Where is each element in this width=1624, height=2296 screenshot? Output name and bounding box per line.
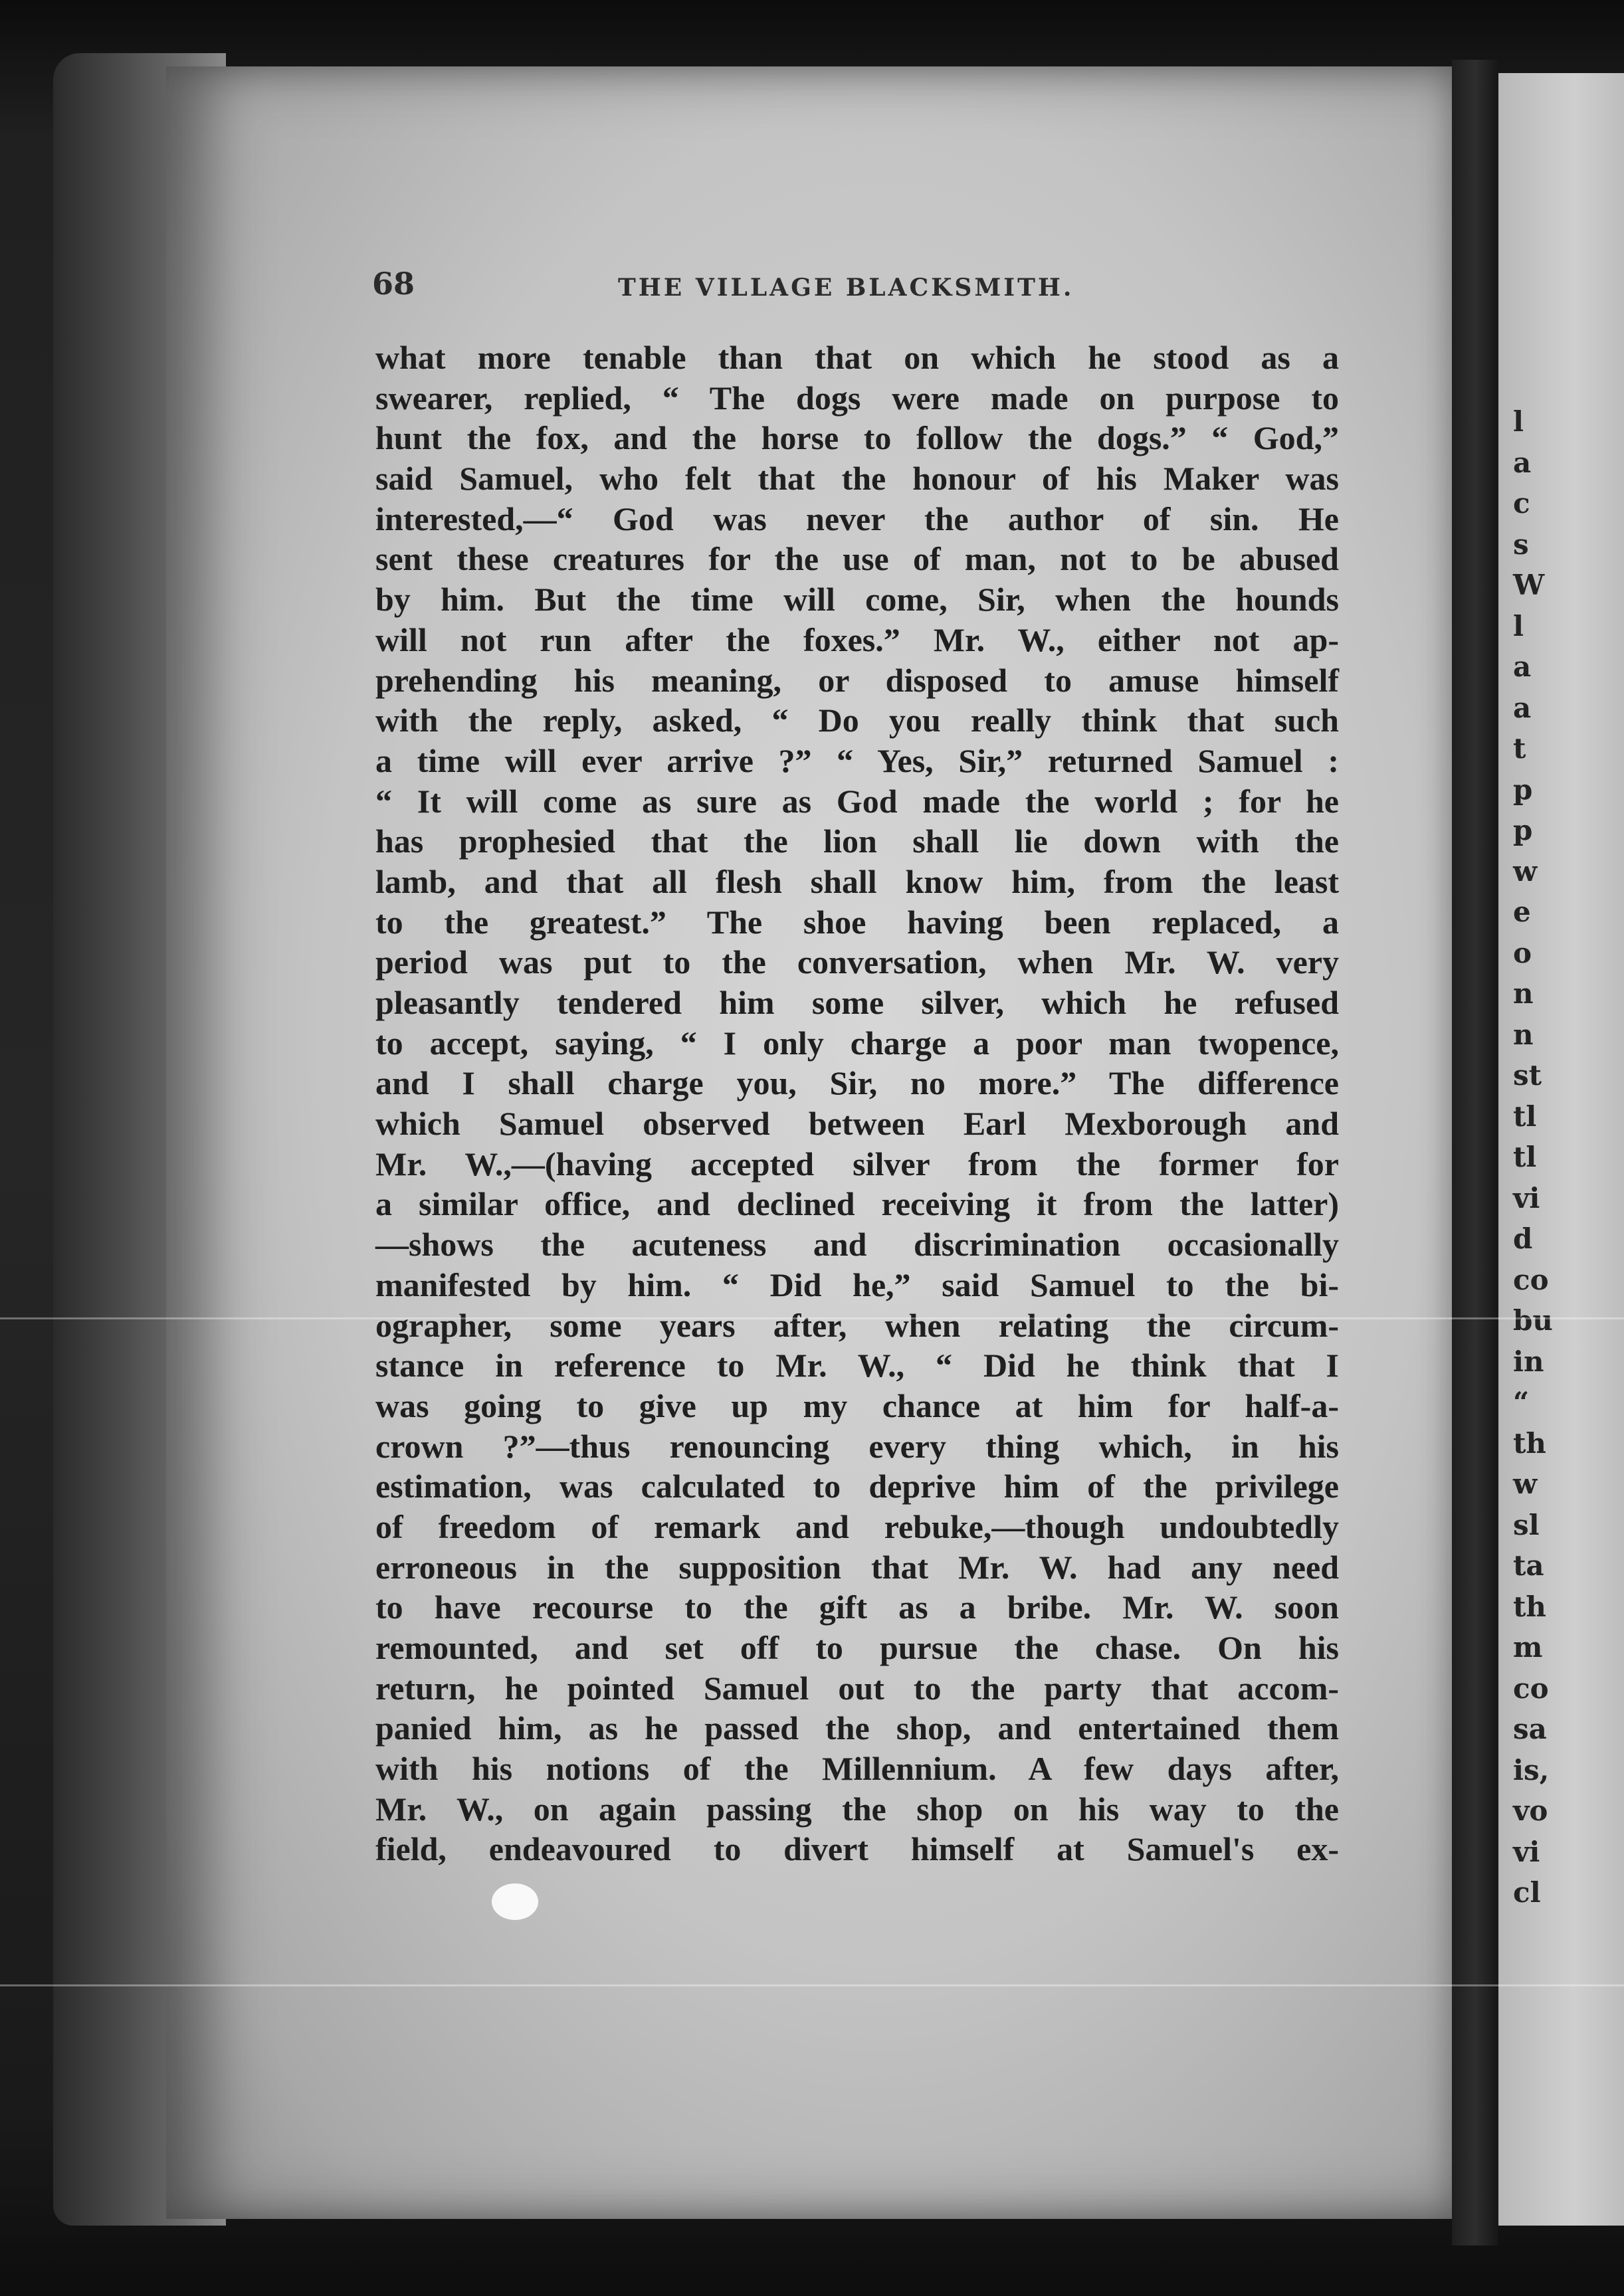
next-page-fragment: t [1513, 732, 1526, 765]
text-line: what more tenable than that on which he stood as a [375, 339, 1339, 376]
next-page-fragment: th [1513, 1426, 1546, 1460]
text-line: hunt the fox, and the horse to follow the dogs.” “ God,” [375, 419, 1339, 457]
text-line: return, he pointed Samuel out to the party that accom- [375, 1669, 1339, 1707]
next-page-fragment: w [1513, 1468, 1538, 1500]
next-page-fragment: cl [1513, 1876, 1541, 1909]
next-page-fragment: a [1513, 650, 1532, 683]
next-page-fragment: tl [1513, 1100, 1537, 1133]
text-line: was going to give up my chance at him for half-a- [375, 1387, 1339, 1424]
text-line: panied him, as he passed the shop, and entertained them [375, 1709, 1339, 1747]
next-page-fragment: n [1513, 1018, 1534, 1051]
page-gutter [1452, 60, 1498, 2246]
dust-spot [492, 1883, 538, 1920]
text-line: Mr. W.,—(having accepted silver from the former for [375, 1145, 1339, 1183]
text-line: stance in reference to Mr. W., “ Did he think that I [375, 1347, 1339, 1385]
text-line: a time will ever arrive ?” “ Yes, Sir,” returned Samuel : [375, 741, 1339, 779]
next-page-fragment: m [1513, 1631, 1543, 1664]
text-line: manifested by him. “ Did he,” said Samuel to the bi- [375, 1266, 1339, 1303]
text-line: will not run after the foxes.” Mr. W., either not ap- [375, 621, 1339, 658]
text-line: with his notions of the Millennium. A few days after, [375, 1750, 1339, 1788]
next-page-fragment: l [1513, 405, 1524, 438]
next-page-edge [1498, 73, 1624, 2226]
next-page-fragment: l [1513, 609, 1524, 642]
text-line: crown ?”—thus renouncing every thing which, in his [375, 1427, 1339, 1465]
next-page-fragment: sl [1513, 1508, 1540, 1541]
next-page-fragment: p [1513, 814, 1533, 846]
text-line: ographer, some years after, when relating the circum- [375, 1306, 1339, 1344]
text-line: —shows the acuteness and discrimination occasionally [375, 1226, 1339, 1264]
text-line: Mr. W., on again passing the shop on his way to the [375, 1790, 1339, 1828]
text-line: prehending his meaning, or disposed to amuse himself [375, 661, 1339, 699]
text-line: to accept, saying, “ I only charge a poor man twopence, [375, 1024, 1339, 1062]
next-page-fragment: bu [1513, 1304, 1553, 1337]
next-page-fragment: th [1513, 1590, 1546, 1623]
next-page-fragment: a [1513, 691, 1532, 724]
text-line: sent these creatures for the use of man, not to be abused [375, 540, 1339, 578]
next-page-fragment: vi [1513, 1835, 1540, 1868]
text-line: to have recourse to the gift as a bribe. Mr. W. soon [375, 1588, 1339, 1626]
text-line: pleasantly tendered him some silver, which he refused [375, 984, 1339, 1021]
text-line: by him. But the time will come, Sir, when the hounds [375, 581, 1339, 619]
next-page-fragment: d [1513, 1222, 1533, 1255]
next-page-fragment: tl [1513, 1141, 1537, 1173]
next-page-fragment: sa [1513, 1713, 1547, 1745]
next-page-fragment: p [1513, 773, 1533, 806]
next-page-fragment: in [1513, 1345, 1544, 1378]
next-page-fragment: o [1513, 936, 1532, 969]
text-line: has prophesied that the lion shall lie down with the [375, 822, 1339, 860]
text-line: lamb, and that all flesh shall know him, from the least [375, 862, 1339, 900]
body-text [375, 337, 1339, 1869]
text-line: said Samuel, who felt that the honour of his Maker was [375, 460, 1339, 498]
next-page-fragment: n [1513, 977, 1534, 1010]
next-page-fragment: ta [1513, 1549, 1544, 1582]
next-page-fragment: a [1513, 446, 1532, 479]
next-page-fragment: st [1513, 1059, 1542, 1092]
text-line: remounted, and set off to pursue the chase. On his [375, 1629, 1339, 1666]
next-page-fragment: c [1513, 487, 1530, 520]
next-page-fragment: s [1513, 527, 1529, 561]
text-line: which Samuel observed between Earl Mexborough and [375, 1105, 1339, 1143]
text-line: and I shall charge you, Sir, no more.” The difference [375, 1064, 1339, 1102]
next-page-fragment: is, [1513, 1753, 1550, 1786]
text-line: erroneous in the supposition that Mr. W. had any need [375, 1548, 1339, 1586]
next-page-fragment: w [1513, 854, 1538, 888]
next-page-fragment: e [1513, 896, 1531, 928]
scan-artifact-line [0, 1317, 1624, 1319]
text-line: period was put to the conversation, when Mr. W. very [375, 943, 1339, 981]
next-page-fragment: vo [1513, 1794, 1548, 1827]
text-line: to the greatest.” The shoe having been replaced, a [375, 903, 1339, 941]
text-line: field, endeavoured to divert himself at Samuel's ex- [375, 1830, 1339, 1868]
text-line: with the reply, asked, “ Do you really think that such [375, 702, 1339, 739]
text-line: estimation, was calculated to deprive him of the privilege [375, 1468, 1339, 1505]
text-line: swearer, replied, “ The dogs were made on purpose to [375, 379, 1339, 417]
next-page-fragment: vi [1513, 1181, 1540, 1214]
next-page-fragment: W [1513, 569, 1545, 601]
text-line: a similar office, and declined receiving it from the latter) [375, 1185, 1339, 1223]
next-page-fragment: co [1513, 1672, 1549, 1705]
running-head: THE VILLAGE BLACKSMITH. [618, 274, 1074, 302]
text-line: interested,—“ God was never the author of sin. He [375, 500, 1339, 537]
scan-artifact-line [0, 1984, 1624, 1986]
page-number: 68 [372, 266, 415, 302]
text-line: of freedom of remark and rebuke,—though undoubtedly [375, 1507, 1339, 1545]
text-line: “ It will come as sure as God made the world ; for he [375, 782, 1339, 820]
next-page-fragment: “ [1513, 1386, 1530, 1418]
next-page-fragment: co [1513, 1263, 1549, 1296]
